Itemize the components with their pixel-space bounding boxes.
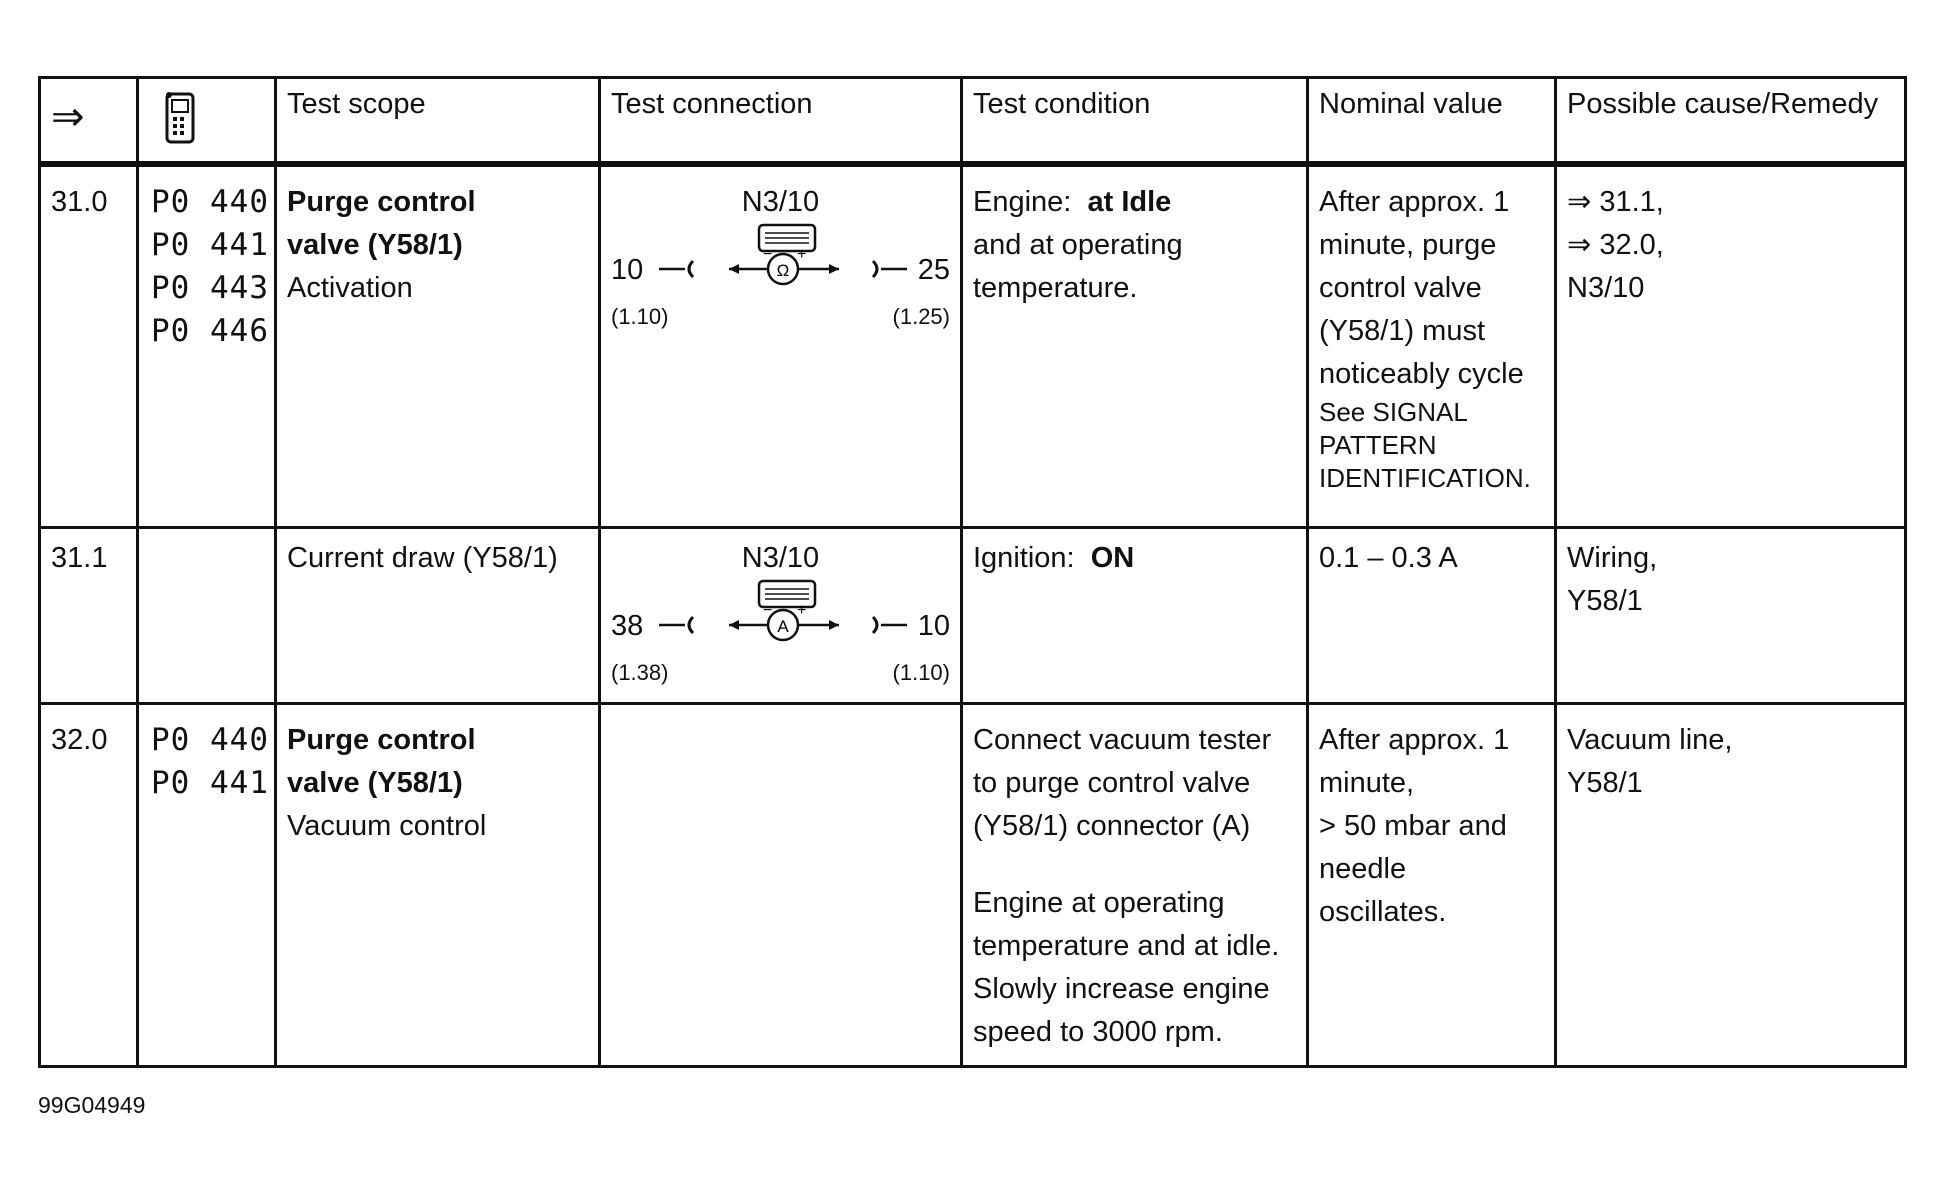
- scope-title: valve (Y58/1): [287, 767, 463, 799]
- condition-line: and at operating: [973, 229, 1183, 261]
- scope-title: Purge control: [287, 724, 476, 756]
- cause-link[interactable]: ⇒ 32.0,: [1567, 229, 1664, 261]
- connection-diagram: [611, 181, 950, 331]
- dtc-code: P0 440: [151, 184, 269, 220]
- pin-left: 38: [611, 610, 644, 642]
- header-test-scope: Test scope: [276, 78, 600, 165]
- nominal-line: minute, purge: [1319, 229, 1497, 261]
- ammeter-diagram: [611, 537, 951, 647]
- condition-line: (Y58/1) connector (A): [973, 810, 1251, 842]
- possible-cause: [1556, 704, 1906, 1067]
- pin-left-sub: (1.38): [611, 660, 669, 685]
- module-label: N3/10: [741, 542, 820, 574]
- dtc-code: P0 446: [151, 313, 269, 349]
- svg-text:−: −: [763, 246, 773, 263]
- nominal-line: control valve: [1319, 272, 1482, 304]
- pin-right-sub: (1.10): [892, 660, 950, 685]
- nominal-line: > 50 mbar and: [1319, 810, 1507, 842]
- cause-line: Wiring,: [1567, 542, 1658, 574]
- pin-right-sub: (1.25): [892, 304, 950, 329]
- condition-line: temperature and at idle.: [973, 930, 1280, 962]
- table-row: [40, 704, 1906, 1067]
- svg-text:+: +: [797, 602, 807, 619]
- dtc-codes: [138, 164, 276, 528]
- pin-left-sub: (1.10): [611, 304, 669, 329]
- nominal-line: (Y58/1) must: [1319, 315, 1485, 347]
- scope-detail: Vacuum control: [287, 810, 487, 842]
- dtc-code: P0 443: [151, 270, 269, 306]
- condition-line: Connect vacuum tester: [973, 724, 1272, 756]
- cause-line: Y58/1: [1567, 585, 1643, 617]
- dtc-codes: [138, 528, 276, 704]
- tester-icon: [163, 91, 199, 145]
- header-test-connection: Test connection: [600, 78, 962, 165]
- dtc-code: P0 441: [151, 765, 269, 801]
- module-label: N3/10: [741, 186, 820, 218]
- nominal-line: noticeably cycle: [1319, 358, 1524, 390]
- condition-line: Ignition: ON: [973, 542, 1135, 574]
- step-number: 31.0: [40, 164, 138, 528]
- svg-text:+: +: [797, 246, 807, 263]
- nominal-line: After approx. 1: [1319, 186, 1510, 218]
- header-tester: [138, 78, 276, 165]
- nominal-value: [1308, 164, 1556, 528]
- condition-line: speed to 3000 rpm.: [973, 1016, 1223, 1048]
- dtc-code: P0 441: [151, 227, 269, 263]
- nominal-value: [1308, 528, 1556, 704]
- pin-left: 10: [611, 254, 644, 286]
- header-arrow: ⇒: [40, 78, 138, 165]
- test-connection: [600, 528, 962, 704]
- svg-text:A: A: [777, 617, 789, 636]
- cause-line: Vacuum line,: [1567, 724, 1733, 756]
- test-scope: [276, 704, 600, 1067]
- condition-line: temperature.: [973, 272, 1138, 304]
- possible-cause: [1556, 528, 1906, 704]
- nominal-line: IDENTIFICATION.: [1319, 463, 1531, 493]
- scope-title: Purge control: [287, 186, 476, 218]
- nominal-line: See SIGNAL: [1319, 397, 1468, 427]
- scope-title: valve (Y58/1): [287, 229, 463, 261]
- test-condition: [962, 164, 1308, 528]
- svg-text:−: −: [763, 602, 773, 619]
- test-scope: [276, 528, 600, 704]
- condition-line: Engine at operating: [973, 887, 1225, 919]
- header-test-condition: Test condition: [962, 78, 1308, 165]
- header-row: [40, 78, 1906, 165]
- dtc-codes: [138, 704, 276, 1067]
- nominal-line: minute,: [1319, 767, 1415, 799]
- header-nominal-value: Nominal value: [1308, 78, 1556, 165]
- nominal-line: needle: [1319, 853, 1407, 885]
- nominal-line: oscillates.: [1319, 896, 1447, 928]
- ohmmeter-diagram: [611, 181, 951, 291]
- cause-line: N3/10: [1567, 272, 1645, 304]
- figure-id: 99G04949: [38, 1092, 146, 1118]
- table-row: [40, 528, 1906, 704]
- connection-diagram: [611, 537, 950, 687]
- test-connection: [600, 704, 962, 1067]
- test-condition: [962, 528, 1308, 704]
- dtc-code: P0 440: [151, 722, 269, 758]
- test-table: [38, 76, 1907, 1068]
- possible-cause: [1556, 164, 1906, 528]
- pin-right: 10: [917, 610, 950, 642]
- nominal-line: After approx. 1: [1319, 724, 1510, 756]
- step-number: 31.1: [40, 528, 138, 704]
- cause-line: Y58/1: [1567, 767, 1643, 799]
- cause-link[interactable]: ⇒ 31.1,: [1567, 186, 1664, 218]
- svg-text:Ω: Ω: [776, 261, 790, 280]
- test-connection: [600, 164, 962, 528]
- table-row: [40, 164, 1906, 528]
- nominal-value: [1308, 704, 1556, 1067]
- header-possible-cause: Possible cause/Remedy: [1556, 78, 1906, 165]
- pin-right: 25: [917, 254, 950, 286]
- scope-detail: Activation: [287, 272, 413, 304]
- test-condition: [962, 704, 1308, 1067]
- nominal-line: 0.1 – 0.3 A: [1319, 542, 1458, 574]
- condition-line: Slowly increase engine: [973, 973, 1270, 1005]
- scope-detail: Current draw (Y58/1): [287, 542, 558, 574]
- condition-line: Engine: at Idle: [973, 186, 1172, 218]
- test-scope: [276, 164, 600, 528]
- nominal-line: PATTERN: [1319, 430, 1437, 460]
- step-number: 32.0: [40, 704, 138, 1067]
- condition-line: to purge control valve: [973, 767, 1251, 799]
